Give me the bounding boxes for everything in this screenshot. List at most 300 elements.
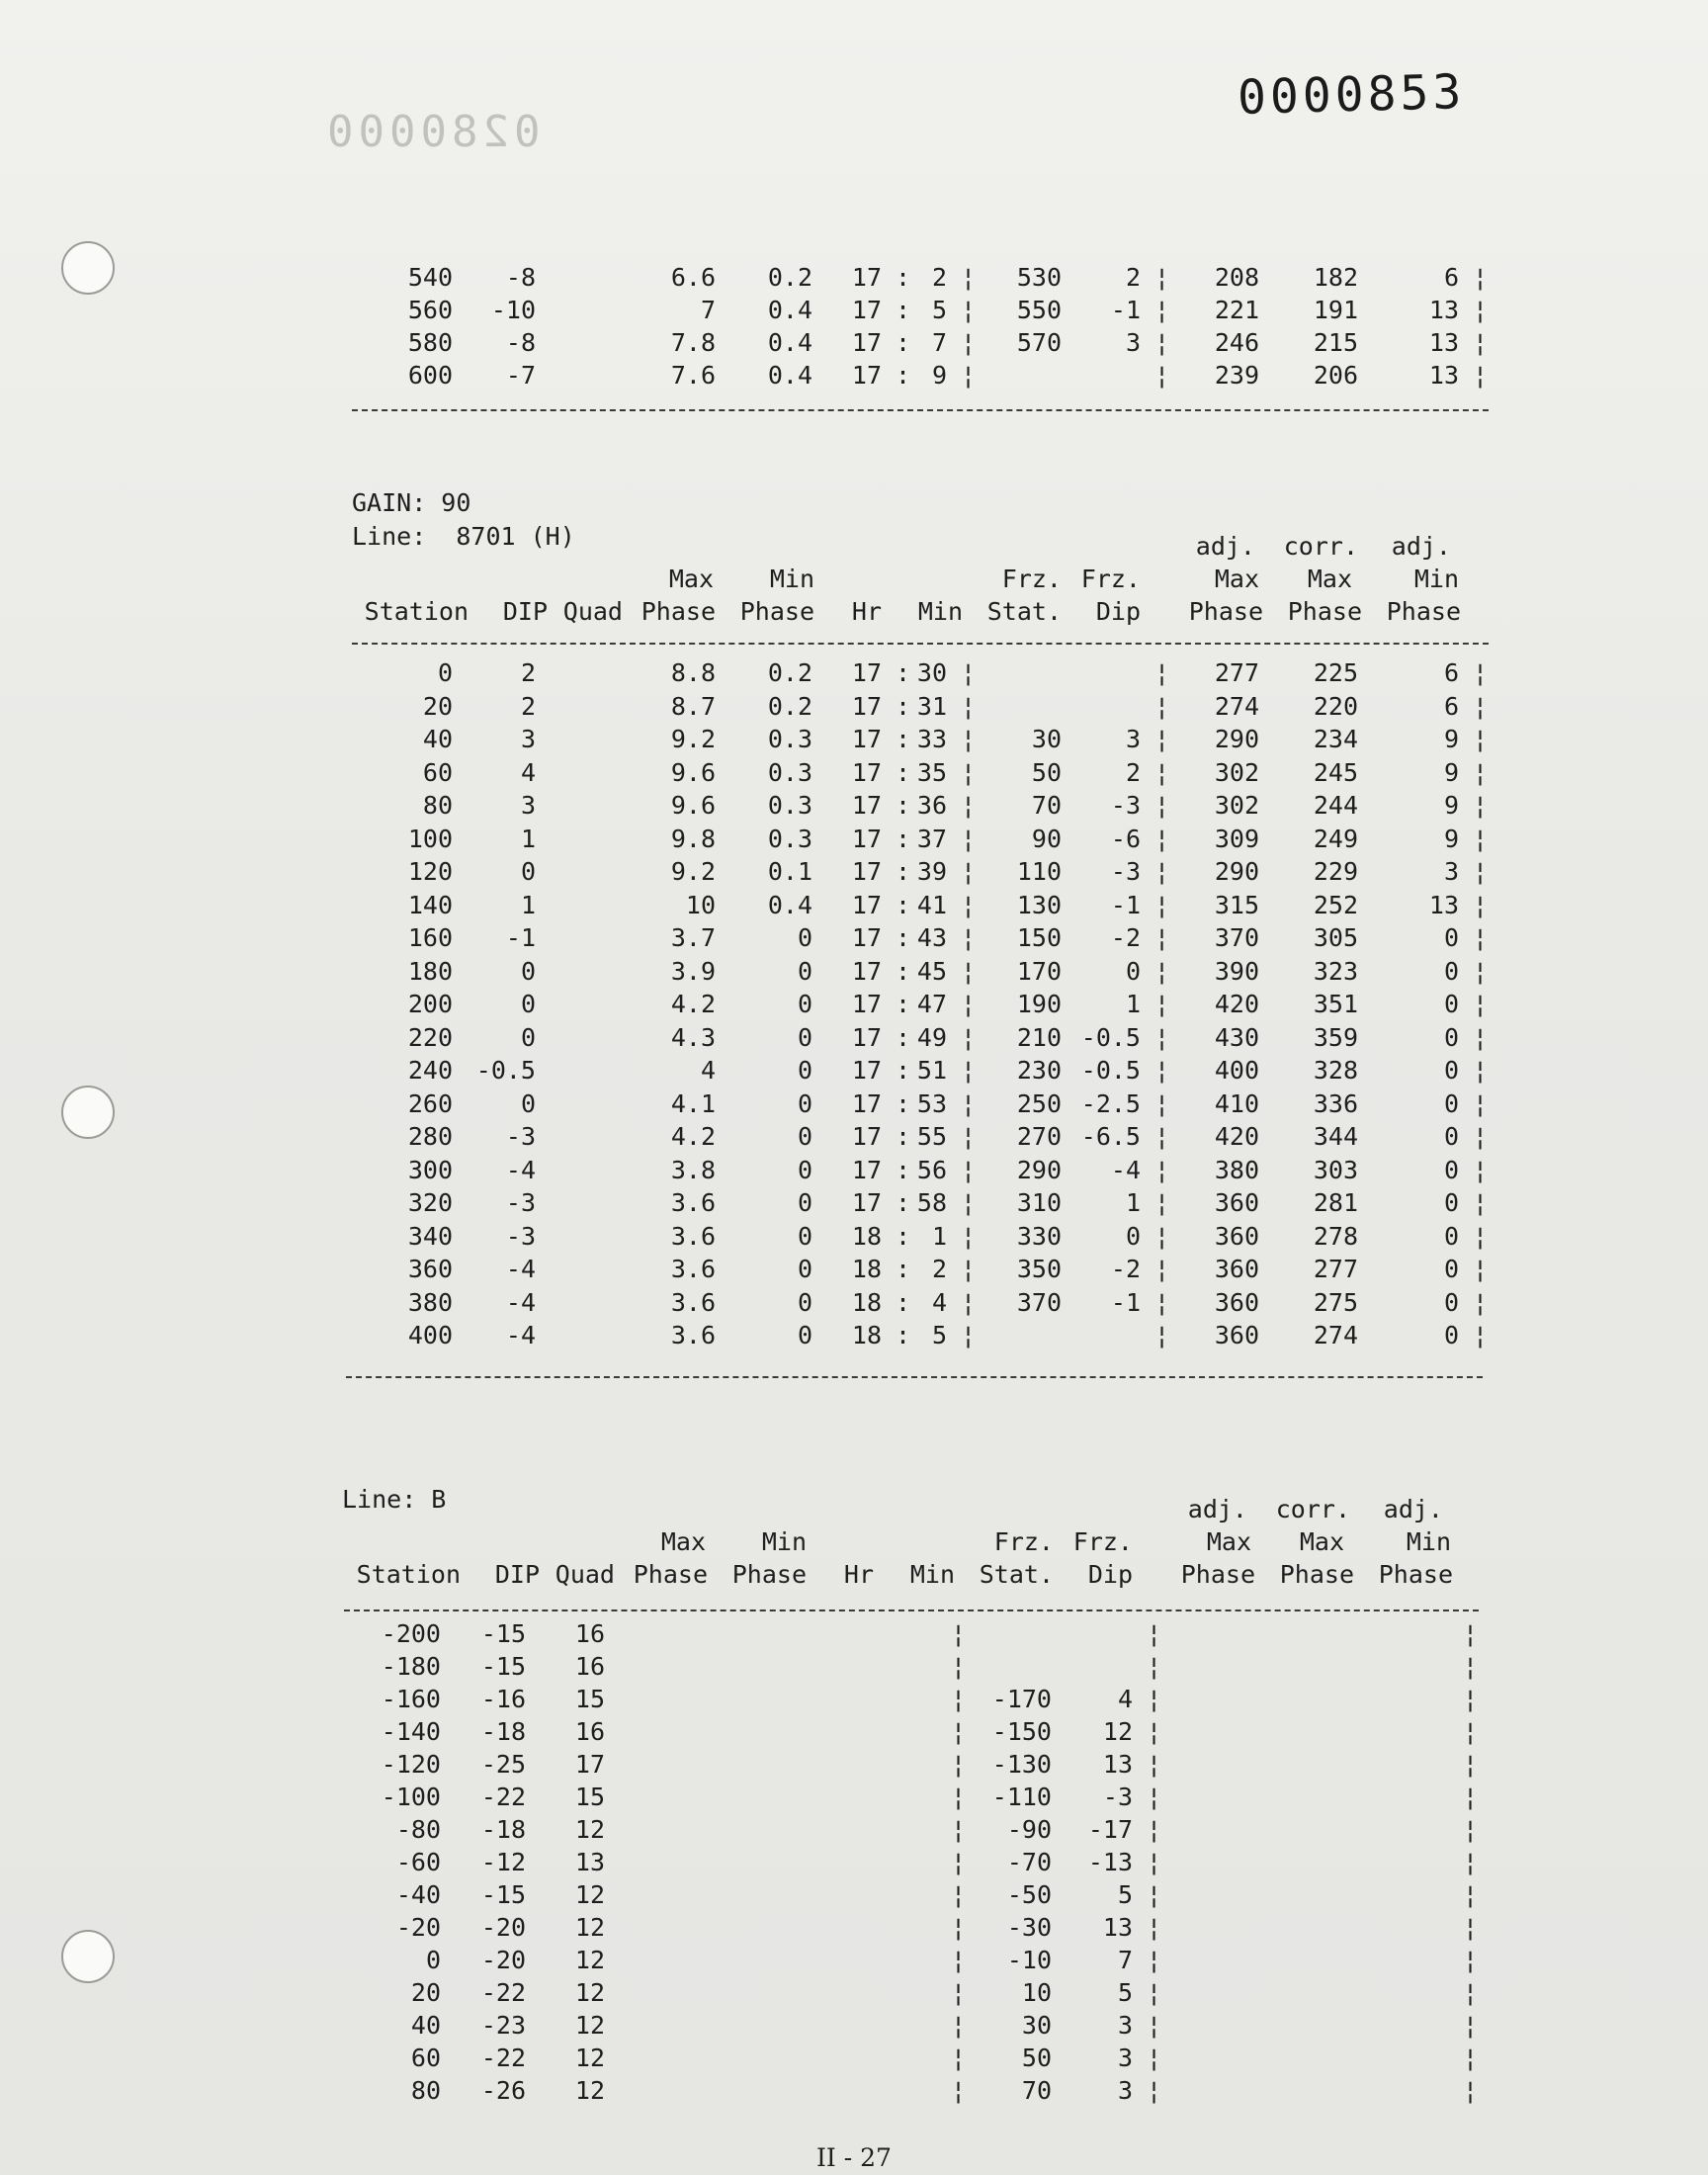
column-separator: ¦ <box>961 1155 977 1184</box>
column-separator: ¦ <box>1473 691 1489 721</box>
cell-corr-max-phase: 277 <box>1313 1255 1358 1283</box>
cell-dip: -4 <box>505 1321 536 1349</box>
column-separator: ¦ <box>1154 923 1170 952</box>
cell-station: 580 <box>407 328 453 357</box>
cell-station: 120 <box>407 857 453 886</box>
cell-dip: -18 <box>480 1815 526 1844</box>
header-adj-max-phase: Max <box>1206 1527 1251 1556</box>
cell-station: 340 <box>407 1221 453 1251</box>
cell-adj-min-phase: 0 <box>1443 1022 1459 1052</box>
cell-corr-max-phase: 323 <box>1313 956 1358 986</box>
cell-min-phase: 0 <box>797 990 812 1018</box>
column-separator: ¦ <box>951 1783 967 1811</box>
cell-station: 600 <box>407 361 453 390</box>
cell-adj-max-phase: 302 <box>1214 791 1259 820</box>
cell-corr-max-phase: 351 <box>1313 990 1358 1018</box>
column-separator: ¦ <box>1473 1321 1489 1349</box>
cell-corr-max-phase: 234 <box>1313 725 1358 753</box>
cell-adj-max-phase: 221 <box>1214 296 1259 324</box>
column-separator: ¦ <box>1154 757 1170 787</box>
header-min-phase: Phase <box>731 1560 807 1589</box>
column-separator: ¦ <box>951 1652 967 1681</box>
cell-dip: -3 <box>505 1188 536 1217</box>
column-separator: ¦ <box>961 791 977 820</box>
cell-corr-max-phase: 275 <box>1313 1287 1358 1317</box>
cell-adj-max-phase: 360 <box>1214 1221 1259 1251</box>
column-separator: ¦ <box>1473 1255 1489 1283</box>
header-corr-max-phase: Max <box>1307 565 1352 593</box>
cell-dip: -3 <box>505 1122 536 1151</box>
cell-station: -140 <box>381 1717 441 1746</box>
column-separator: ¦ <box>1473 791 1489 820</box>
cell-min: 7 <box>931 328 947 357</box>
header-hr: Hr <box>843 1560 874 1589</box>
column-separator: ¦ <box>1154 857 1170 886</box>
cell-min: 49 <box>916 1022 947 1052</box>
cell-adj-min-phase: 0 <box>1443 1056 1459 1085</box>
cell-adj-min-phase: 0 <box>1443 956 1459 986</box>
cell-min: 5 <box>931 1321 947 1349</box>
cell-frz-dip: 12 <box>1102 1717 1133 1746</box>
cell-quad: 12 <box>574 1913 605 1942</box>
cell-adj-max-phase: 360 <box>1214 1255 1259 1283</box>
cell-adj-min-phase: 6 <box>1443 658 1459 687</box>
column-separator: ¦ <box>961 1088 977 1118</box>
column-separator: ¦ <box>1463 2076 1479 2105</box>
cell-frz-stat: 530 <box>1016 263 1062 292</box>
header-adj-max-phase: adj. <box>1187 1495 1247 1523</box>
column-separator: ¦ <box>1147 1815 1162 1844</box>
column-separator: ¦ <box>1463 1848 1479 1876</box>
cell-adj-max-phase: 380 <box>1214 1155 1259 1184</box>
column-separator: ¦ <box>1463 2011 1479 2040</box>
column-separator: ¦ <box>1473 328 1489 357</box>
header-hr: Hr <box>851 597 882 626</box>
column-separator: ¦ <box>1154 1056 1170 1085</box>
cell-adj-min-phase: 0 <box>1443 990 1459 1018</box>
column-separator: ¦ <box>1154 890 1170 919</box>
time-separator: : <box>896 1255 911 1283</box>
column-separator: ¦ <box>951 1685 967 1713</box>
cell-frz-dip: 2 <box>1125 757 1141 787</box>
cell-adj-max-phase: 277 <box>1214 658 1259 687</box>
time-separator: : <box>896 956 911 986</box>
cell-dip: 0 <box>520 1022 536 1052</box>
cell-frz-stat: 10 <box>1021 1978 1052 2007</box>
cell-hr: 17 <box>851 956 882 986</box>
cell-dip: -16 <box>480 1685 526 1713</box>
header-min-phase: Min <box>761 1527 807 1556</box>
cell-adj-min-phase: 9 <box>1443 791 1459 820</box>
column-separator: ¦ <box>961 328 977 357</box>
cell-station: -60 <box>395 1848 441 1876</box>
time-separator: : <box>896 691 911 721</box>
cell-hr: 17 <box>851 1155 882 1184</box>
cell-max-phase: 9.2 <box>670 725 716 753</box>
column-separator: ¦ <box>1463 1815 1479 1844</box>
column-separator: ¦ <box>961 1221 977 1251</box>
cell-dip: 1 <box>520 824 536 853</box>
cell-hr: 17 <box>851 857 882 886</box>
header-adj-min-phase: Min <box>1406 1527 1451 1556</box>
time-separator: : <box>896 791 911 820</box>
column-separator: ¦ <box>1147 1652 1162 1681</box>
cell-frz-stat: -90 <box>1006 1815 1052 1844</box>
column-separator: ¦ <box>1147 1685 1162 1713</box>
cell-frz-stat: 70 <box>1021 2076 1052 2105</box>
column-separator: ¦ <box>1154 725 1170 753</box>
cell-frz-stat: 30 <box>1021 2011 1052 2040</box>
cell-min: 39 <box>916 857 947 886</box>
cell-frz-stat: 50 <box>1031 757 1062 787</box>
column-separator: ¦ <box>961 757 977 787</box>
cell-adj-min-phase: 0 <box>1443 1122 1459 1151</box>
cell-frz-dip: -3 <box>1102 1783 1133 1811</box>
cell-frz-stat: 70 <box>1031 791 1062 820</box>
column-separator: ¦ <box>1473 1122 1489 1151</box>
cell-quad: 16 <box>574 1619 605 1648</box>
column-separator: ¦ <box>1473 923 1489 952</box>
cell-dip: -7 <box>505 361 536 390</box>
column-separator: ¦ <box>1147 1978 1162 2007</box>
cell-adj-max-phase: 274 <box>1214 691 1259 721</box>
cell-corr-max-phase: 305 <box>1313 923 1358 952</box>
header-corr-max-phase: corr. <box>1283 532 1358 561</box>
header-quad: Quad <box>555 1560 615 1589</box>
column-separator: ¦ <box>1473 658 1489 687</box>
cell-station: 380 <box>407 1287 453 1317</box>
column-separator: ¦ <box>1473 1188 1489 1217</box>
cell-max-phase: 9.8 <box>670 824 716 853</box>
cell-dip: -22 <box>480 1978 526 2007</box>
column-separator: ¦ <box>1463 1913 1479 1942</box>
cell-frz-dip: -0.5 <box>1080 1022 1141 1052</box>
cell-max-phase: 4.2 <box>670 1122 716 1151</box>
column-separator: ¦ <box>1473 956 1489 986</box>
cell-frz-dip: 2 <box>1125 263 1141 292</box>
cell-max-phase: 8.7 <box>670 691 716 721</box>
cell-corr-max-phase: 225 <box>1313 658 1358 687</box>
column-separator: ¦ <box>1473 857 1489 886</box>
cell-hr: 17 <box>851 725 882 753</box>
cell-frz-dip: -17 <box>1087 1815 1133 1844</box>
cell-adj-min-phase: 0 <box>1443 923 1459 952</box>
header-dip: DIP <box>494 1560 540 1589</box>
cell-adj-max-phase: 315 <box>1214 890 1259 919</box>
faint-stamp-number: 0280000 <box>322 107 541 157</box>
line-label: Line: 8701 (H) <box>352 522 575 551</box>
cell-min: 35 <box>916 757 947 787</box>
column-separator: ¦ <box>961 824 977 853</box>
cell-adj-max-phase: 309 <box>1214 824 1259 853</box>
cell-hr: 18 <box>851 1255 882 1283</box>
header-min: Min <box>917 597 963 626</box>
divider-line <box>346 1376 1483 1378</box>
column-separator: ¦ <box>961 263 977 292</box>
cell-min: 41 <box>916 890 947 919</box>
cell-quad: 16 <box>574 1652 605 1681</box>
column-separator: ¦ <box>951 1619 967 1648</box>
cell-min: 2 <box>931 263 947 292</box>
column-separator: ¦ <box>1154 1255 1170 1283</box>
cell-dip: -23 <box>480 2011 526 2040</box>
header-adj-max-phase: Phase <box>1180 1560 1255 1589</box>
cell-adj-max-phase: 390 <box>1214 956 1259 986</box>
time-separator: : <box>896 1188 911 1217</box>
page-number: II - 27 <box>816 2143 892 2172</box>
column-separator: ¦ <box>951 1717 967 1746</box>
cell-quad: 12 <box>574 1880 605 1909</box>
cell-adj-min-phase: 13 <box>1428 328 1459 357</box>
cell-station: -40 <box>395 1880 441 1909</box>
cell-frz-stat: 370 <box>1016 1287 1062 1317</box>
cell-min-phase: 0 <box>797 1255 812 1283</box>
cell-corr-max-phase: 359 <box>1313 1022 1358 1052</box>
cell-station: 540 <box>407 263 453 292</box>
cell-frz-dip: -13 <box>1087 1848 1133 1876</box>
cell-frz-stat: -10 <box>1006 1946 1052 1974</box>
cell-frz-dip: -2 <box>1110 1255 1141 1283</box>
header-adj-max-phase: adj. <box>1195 532 1255 561</box>
cell-min: 30 <box>916 658 947 687</box>
cell-hr: 17 <box>851 691 882 721</box>
punch-hole <box>61 1086 115 1139</box>
cell-hr: 17 <box>851 791 882 820</box>
cell-station: 320 <box>407 1188 453 1217</box>
cell-quad: 12 <box>574 1978 605 2007</box>
cell-dip: 0 <box>520 1088 536 1118</box>
cell-max-phase: 3.6 <box>670 1221 716 1251</box>
cell-dip: -3 <box>505 1221 536 1251</box>
header-max-phase: Max <box>668 565 714 593</box>
cell-frz-dip: -2 <box>1110 923 1141 952</box>
cell-max-phase: 4 <box>700 1056 716 1085</box>
column-separator: ¦ <box>1463 1619 1479 1648</box>
header-max-phase: Phase <box>633 1560 708 1589</box>
column-separator: ¦ <box>1147 1750 1162 1779</box>
column-separator: ¦ <box>961 1122 977 1151</box>
cell-quad: 12 <box>574 1815 605 1844</box>
cell-max-phase: 9.2 <box>670 857 716 886</box>
cell-quad: 12 <box>574 1946 605 1974</box>
time-separator: : <box>896 824 911 853</box>
cell-corr-max-phase: 278 <box>1313 1221 1358 1251</box>
cell-hr: 17 <box>851 658 882 687</box>
cell-frz-dip: 0 <box>1125 956 1141 986</box>
cell-station: 20 <box>422 691 453 721</box>
cell-frz-stat: 570 <box>1016 328 1062 357</box>
column-separator: ¦ <box>1147 1717 1162 1746</box>
cell-frz-stat: 130 <box>1016 890 1062 919</box>
column-separator: ¦ <box>961 691 977 721</box>
cell-station: -80 <box>395 1815 441 1844</box>
column-separator: ¦ <box>1147 2044 1162 2072</box>
punch-hole <box>61 241 115 295</box>
cell-dip: -18 <box>480 1717 526 1746</box>
column-separator: ¦ <box>1154 658 1170 687</box>
cell-min: 31 <box>916 691 947 721</box>
cell-frz-stat: -50 <box>1006 1880 1052 1909</box>
column-separator: ¦ <box>951 2044 967 2072</box>
cell-max-phase: 4.3 <box>670 1022 716 1052</box>
cell-max-phase: 4.1 <box>670 1088 716 1118</box>
cell-dip: -20 <box>480 1913 526 1942</box>
column-separator: ¦ <box>1473 361 1489 390</box>
cell-adj-min-phase: 9 <box>1443 757 1459 787</box>
column-separator: ¦ <box>961 857 977 886</box>
cell-min-phase: 0.3 <box>767 725 812 753</box>
cell-station: 20 <box>410 1978 441 2007</box>
column-separator: ¦ <box>1463 1880 1479 1909</box>
cell-max-phase: 10 <box>685 890 716 919</box>
column-separator: ¦ <box>1154 1155 1170 1184</box>
cell-frz-dip: 5 <box>1117 1880 1133 1909</box>
header-adj-max-phase: Phase <box>1188 597 1263 626</box>
cell-min: 33 <box>916 725 947 753</box>
column-separator: ¦ <box>1154 1022 1170 1052</box>
cell-max-phase: 3.6 <box>670 1287 716 1317</box>
cell-min-phase: 0.1 <box>767 857 812 886</box>
header-frz-dip: Frz. <box>1072 1527 1133 1556</box>
cell-frz-dip: -4 <box>1110 1155 1141 1184</box>
cell-station: 40 <box>422 725 453 753</box>
cell-dip: 3 <box>520 791 536 820</box>
cell-max-phase: 3.9 <box>670 956 716 986</box>
cell-dip: -4 <box>505 1287 536 1317</box>
cell-frz-stat: 150 <box>1016 923 1062 952</box>
cell-min-phase: 0 <box>797 1088 812 1118</box>
cell-dip: -4 <box>505 1155 536 1184</box>
column-separator: ¦ <box>1463 1717 1479 1746</box>
cell-adj-min-phase: 0 <box>1443 1155 1459 1184</box>
cell-min-phase: 0 <box>797 1188 812 1217</box>
cell-frz-stat: -130 <box>991 1750 1052 1779</box>
cell-adj-min-phase: 9 <box>1443 824 1459 853</box>
cell-frz-dip: -0.5 <box>1080 1056 1141 1085</box>
cell-frz-stat: 350 <box>1016 1255 1062 1283</box>
cell-frz-dip: 5 <box>1117 1978 1133 2007</box>
cell-min-phase: 0.2 <box>767 691 812 721</box>
cell-min: 5 <box>931 296 947 324</box>
cell-min: 43 <box>916 923 947 952</box>
column-separator: ¦ <box>1154 1088 1170 1118</box>
header-frz-stat: Frz. <box>1001 565 1062 593</box>
header-dip: DIP <box>502 597 548 626</box>
cell-station: 220 <box>407 1022 453 1052</box>
cell-station: -120 <box>381 1750 441 1779</box>
column-separator: ¦ <box>1147 2011 1162 2040</box>
cell-min-phase: 0.3 <box>767 791 812 820</box>
column-separator: ¦ <box>1463 1750 1479 1779</box>
cell-dip: -10 <box>490 296 536 324</box>
column-separator: ¦ <box>961 890 977 919</box>
cell-hr: 17 <box>851 361 882 390</box>
cell-frz-dip: -3 <box>1110 791 1141 820</box>
cell-min-phase: 0.4 <box>767 361 812 390</box>
column-separator: ¦ <box>961 1188 977 1217</box>
cell-corr-max-phase: 249 <box>1313 824 1358 853</box>
cell-max-phase: 6.6 <box>670 263 716 292</box>
stamp-number: 0000853 <box>1237 63 1466 127</box>
header-corr-max-phase: Phase <box>1287 597 1362 626</box>
time-separator: : <box>896 757 911 787</box>
cell-min-phase: 0 <box>797 1287 812 1317</box>
column-separator: ¦ <box>961 658 977 687</box>
header-adj-min-phase: adj. <box>1391 532 1451 561</box>
cell-hr: 17 <box>851 824 882 853</box>
header-corr-max-phase: Phase <box>1279 1560 1354 1589</box>
cell-station: 160 <box>407 923 453 952</box>
cell-min-phase: 0 <box>797 956 812 986</box>
column-separator: ¦ <box>1147 1880 1162 1909</box>
cell-adj-max-phase: 360 <box>1214 1188 1259 1217</box>
cell-dip: -15 <box>480 1619 526 1648</box>
cell-min: 47 <box>916 990 947 1018</box>
cell-hr: 17 <box>851 990 882 1018</box>
column-separator: ¦ <box>961 923 977 952</box>
cell-frz-dip: 0 <box>1125 1221 1141 1251</box>
column-separator: ¦ <box>1154 1122 1170 1151</box>
cell-frz-dip: 3 <box>1125 725 1141 753</box>
cell-adj-min-phase: 0 <box>1443 1255 1459 1283</box>
cell-adj-max-phase: 420 <box>1214 990 1259 1018</box>
cell-frz-dip: 3 <box>1117 2044 1133 2072</box>
column-separator: ¦ <box>1473 263 1489 292</box>
cell-station: 180 <box>407 956 453 986</box>
column-separator: ¦ <box>961 1022 977 1052</box>
cell-frz-dip: -3 <box>1110 857 1141 886</box>
cell-adj-min-phase: 13 <box>1428 361 1459 390</box>
cell-frz-dip: 1 <box>1125 990 1141 1018</box>
cell-frz-stat: 550 <box>1016 296 1062 324</box>
column-separator: ¦ <box>1473 824 1489 853</box>
cell-frz-stat: 330 <box>1016 1221 1062 1251</box>
cell-hr: 18 <box>851 1287 882 1317</box>
column-separator: ¦ <box>961 990 977 1018</box>
cell-station: -180 <box>381 1652 441 1681</box>
cell-station: -200 <box>381 1619 441 1648</box>
cell-dip: 2 <box>520 658 536 687</box>
header-corr-max-phase: corr. <box>1275 1495 1350 1523</box>
cell-adj-max-phase: 290 <box>1214 725 1259 753</box>
cell-hr: 18 <box>851 1321 882 1349</box>
cell-dip: 4 <box>520 757 536 787</box>
column-separator: ¦ <box>1147 1946 1162 1974</box>
cell-adj-max-phase: 302 <box>1214 757 1259 787</box>
cell-frz-stat: 270 <box>1016 1122 1062 1151</box>
cell-max-phase: 7.6 <box>670 361 716 390</box>
cell-frz-stat: 310 <box>1016 1188 1062 1217</box>
cell-frz-stat: -70 <box>1006 1848 1052 1876</box>
cell-frz-dip: -1 <box>1110 890 1141 919</box>
cell-min: 37 <box>916 824 947 853</box>
cell-hr: 17 <box>851 1022 882 1052</box>
cell-max-phase: 9.6 <box>670 757 716 787</box>
cell-dip: -20 <box>480 1946 526 1974</box>
header-frz-dip: Frz. <box>1080 565 1141 593</box>
column-separator: ¦ <box>961 296 977 324</box>
cell-frz-stat: 110 <box>1016 857 1062 886</box>
header-station: Station <box>364 597 469 626</box>
cell-dip: 0 <box>520 956 536 986</box>
column-separator: ¦ <box>1154 1321 1170 1349</box>
cell-min: 58 <box>916 1188 947 1217</box>
cell-quad: 13 <box>574 1848 605 1876</box>
column-separator: ¦ <box>961 725 977 753</box>
cell-dip: -22 <box>480 1783 526 1811</box>
column-separator: ¦ <box>961 1056 977 1085</box>
column-separator: ¦ <box>1473 1221 1489 1251</box>
